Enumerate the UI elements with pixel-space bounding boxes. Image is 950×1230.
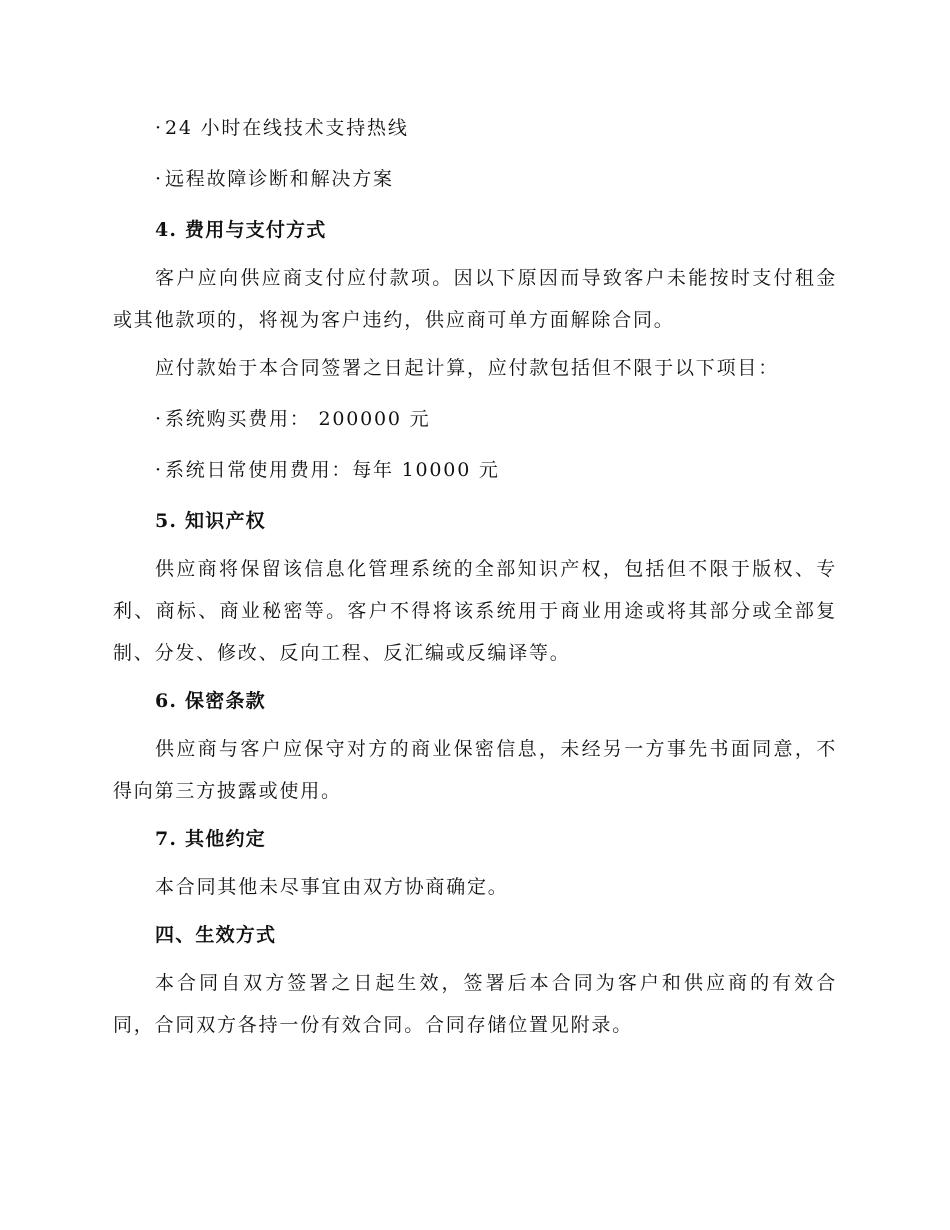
bullet-mark: ·: [155, 408, 163, 430]
bullet-mark: ·: [155, 168, 163, 190]
effectiveness-paragraph: 本合同自双方签署之日起生效，签署后本合同为客户和供应商的有效合同，合同双方各持一份有效合同。合同存储位置见附录。: [113, 972, 837, 1036]
fee-item-text: 系统日常使用费用：每年 10000 元: [165, 459, 500, 481]
fees-paragraph-1: 客户应向供应商支付应付款项。因以下原因而导致客户未能按时支付租金或其他款项的，将视为客户违约，供应商可单方面解除合同。: [113, 267, 837, 331]
part-heading-effectiveness: 四、生效方式: [155, 924, 277, 946]
section-heading-ip: 5. 知识产权: [155, 510, 266, 532]
support-item-text: 远程故障诊断和解决方案: [165, 168, 394, 190]
fee-item-purchase: [113, 404, 837, 434]
bullet-mark: ·: [155, 117, 163, 139]
ip-paragraph: 供应商将保留该信息化管理系统的全部知识产权，包括但不限于版权、专利、商标、商业秘密等。客户不得将该系统用于商业用途或将其部分或全部复制、分发、修改、反向工程、反汇编或反编译等。: [113, 558, 837, 664]
section-heading-confidentiality: 6. 保密条款: [155, 690, 266, 712]
support-item-text: 24 小时在线技术支持热线: [165, 117, 409, 139]
section-heading-other: 7. 其他约定: [155, 828, 266, 850]
confidentiality-paragraph: 供应商与客户应保守对方的商业保密信息，未经另一方事先书面同意，不得向第三方披露或使用。: [113, 738, 837, 802]
support-item-hotline: [113, 113, 837, 143]
document-body: [113, 113, 837, 1046]
bullet-mark: ·: [155, 459, 163, 481]
fee-item-text: 系统购买费用： 200000 元: [165, 408, 431, 430]
support-item-remote: [113, 164, 837, 194]
other-paragraph: 本合同其他未尽事宜由双方协商确定。: [155, 876, 509, 898]
fees-paragraph-2: 应付款始于本合同签署之日起计算，应付款包括但不限于以下项目：: [155, 357, 780, 379]
fee-item-usage: [113, 455, 837, 485]
section-heading-fees: 4. 费用与支付方式: [155, 219, 327, 241]
